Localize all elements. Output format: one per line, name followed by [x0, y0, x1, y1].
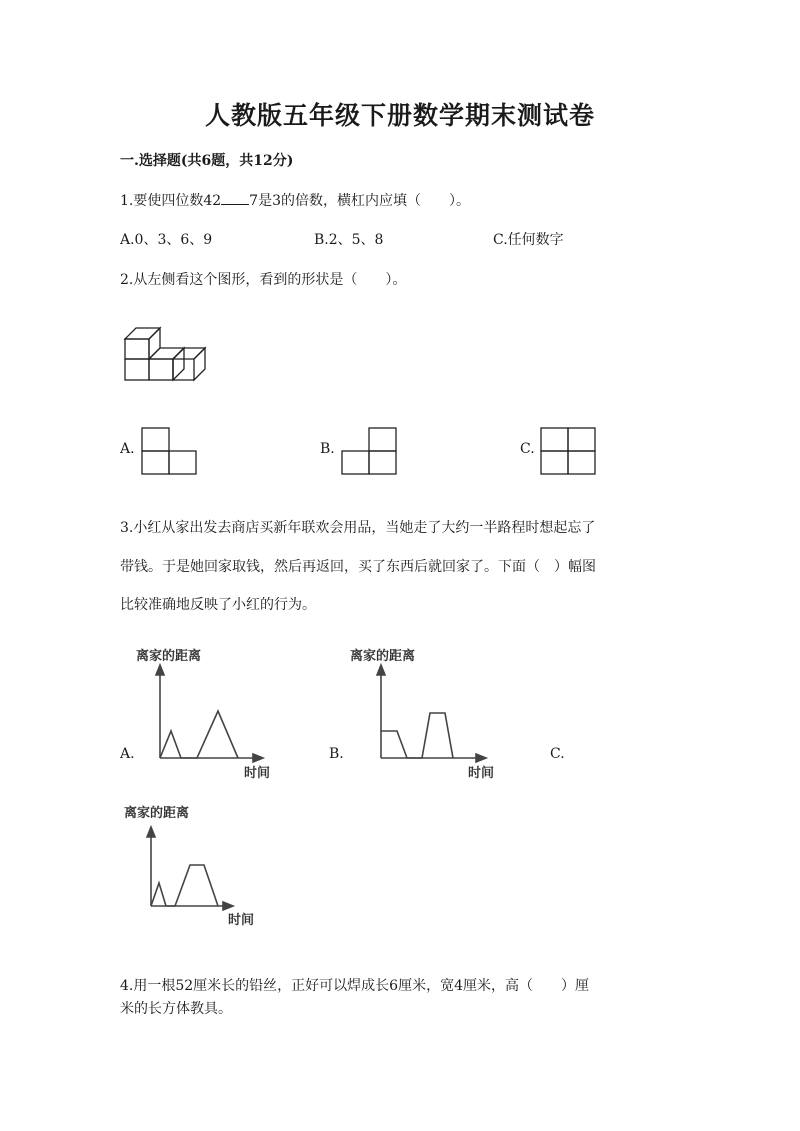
x-axis-label: 时间 — [244, 766, 271, 781]
q3-option-c-label[interactable]: C. — [550, 746, 565, 762]
question-4-line-1: 4.用一根52厘米长的铅丝，正好可以焊成长6厘米，宽4厘米，高（ ）厘 — [120, 978, 589, 994]
question-3-line-2: 带钱。于是她回家取钱，然后再返回，买了东西后就回家了。下面（ ）幅图 — [120, 559, 596, 575]
x-axis-arrow — [476, 754, 486, 762]
q1-option-a[interactable]: A.0、3、6、9 — [120, 232, 213, 248]
y-axis-label: 离家的距离 — [124, 806, 190, 821]
q3-graph-a — [130, 643, 290, 783]
shape-square — [142, 451, 169, 474]
y-axis-arrow — [147, 827, 155, 837]
answer-blank — [221, 190, 249, 205]
x-axis-arrow — [253, 754, 263, 762]
question-2-text: 2.从左侧看这个图形，看到的形状是（ ）。 — [120, 272, 407, 288]
shape-square — [568, 451, 595, 474]
q3-graph-b — [350, 643, 510, 783]
x-axis-label: 时间 — [228, 913, 255, 928]
shape-square — [142, 428, 169, 451]
cube-front-bottom-mid — [149, 359, 173, 380]
cube-side-lower — [173, 348, 184, 380]
cube-front-bottom-left — [125, 359, 149, 380]
y-axis-arrow — [156, 665, 164, 675]
y-axis-arrow — [377, 665, 385, 675]
q1-option-c[interactable]: C.任何数字 — [493, 232, 564, 248]
shape-square — [342, 451, 369, 474]
cube-figure — [120, 320, 215, 385]
q2-option-c-label[interactable]: C. — [520, 441, 535, 457]
x-axis-label: 时间 — [468, 766, 495, 781]
shape-square — [541, 428, 568, 451]
distance-line — [160, 711, 238, 758]
shape-square — [568, 428, 595, 451]
page-title: 人教版五年级下册数学期末测试卷 — [204, 101, 595, 130]
shape-square — [369, 428, 396, 451]
shape-square — [169, 451, 196, 474]
cube-front-top — [125, 339, 149, 359]
question-1 — [120, 190, 470, 210]
q2-option-c-shape — [540, 427, 597, 476]
cube-side-far — [194, 348, 205, 380]
x-axis-arrow — [223, 902, 233, 910]
question-3-line-3: 比较准确地反映了小红的行为。 — [120, 597, 316, 613]
q3-graph-c — [120, 803, 280, 933]
question-4-line-2: 米的长方体教具。 — [120, 1001, 232, 1017]
shape-square — [541, 451, 568, 474]
q2-option-a-shape — [141, 427, 198, 476]
q2-option-b-shape — [341, 427, 398, 476]
question-1-text-post: 7是3的倍数，横杠内应填（ ）。 — [249, 193, 470, 209]
cube-side-upper — [149, 328, 160, 359]
q2-option-b-label[interactable]: B. — [320, 441, 335, 457]
q3-option-b-label[interactable]: B. — [329, 746, 344, 762]
question-1-text-pre: 1.要使四位数42 — [120, 193, 222, 209]
q1-option-b[interactable]: B.2、5、8 — [314, 232, 384, 248]
q3-option-a-label[interactable]: A. — [120, 746, 135, 762]
shape-square — [369, 451, 396, 474]
distance-line — [151, 865, 218, 906]
question-3-line-1: 3.小红从家出发去商店买新年联欢会用品，当她走了大约一半路程时想起忘了 — [120, 520, 596, 536]
distance-line — [381, 713, 453, 758]
y-axis-label: 离家的距离 — [136, 649, 202, 664]
section-heading: 一.选择题(共6题，共12分) — [120, 153, 294, 169]
q2-option-a-label[interactable]: A. — [120, 441, 135, 457]
y-axis-label: 离家的距离 — [350, 649, 416, 664]
